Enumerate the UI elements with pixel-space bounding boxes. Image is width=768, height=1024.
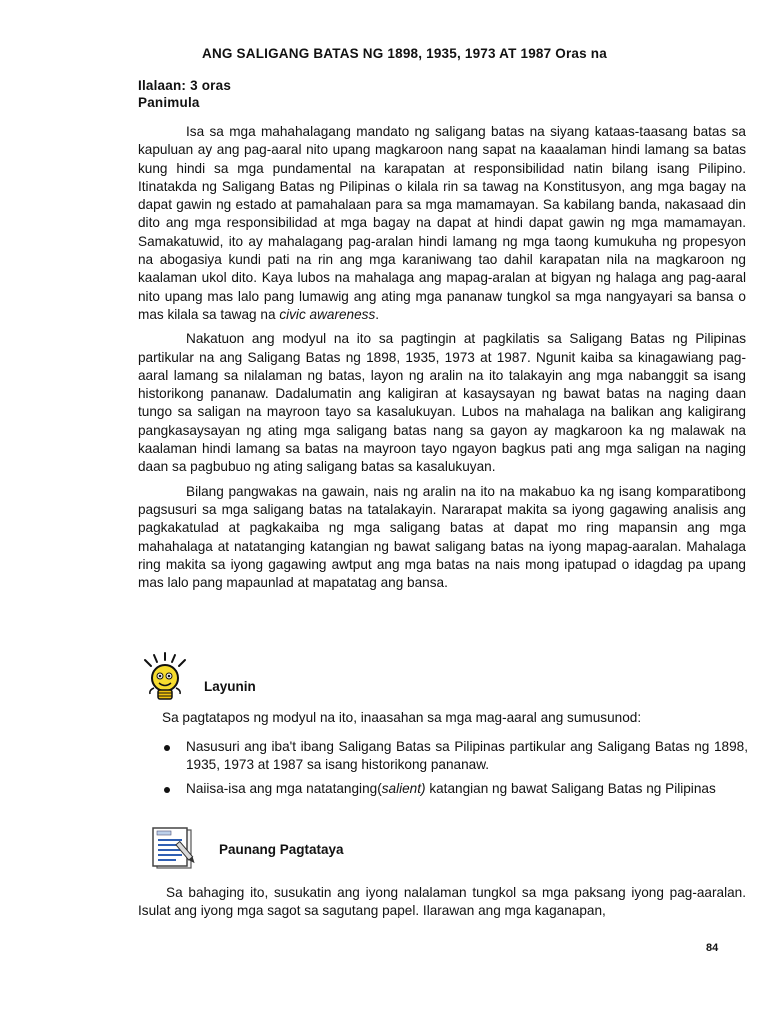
paunang-body [138,884,746,921]
paunang-paragraph: Sa bahaging ito, susukatin ang iyong nalalaman tungkol sa mga paksang iyong pag-aaralan. Isulat ang iyong mga sagot sa sagutang papel. Ilarawan ang mga kaganapan, [138,885,746,919]
list-item: Naiisa-isa ang mga natatanging(salient) katangian ng bawat Saligang Batas ng Pilipinas [162,780,748,798]
title-line-1: ANG SALIGANG BATAS NG 1898, 1935, 1973 AT 1987 Oras na [202,46,607,61]
lightbulb-icon [140,652,190,708]
bullet-icon [164,745,170,751]
paunang-pagtataya-heading: Paunang Pagtataya [219,842,344,857]
document-title [138,44,748,96]
panimula-body [138,123,746,592]
panimula-paragraph-2: Nakatuon ang modyul na ito sa pagtingin at pagkilatis sa Saligang Batas ng Pilipinas partikular na ang Saligang Batas ng 1898, 1935, 1973 at 1987. Ngunit kaiba sa kinagawiang pag-aaral lamang sa nilalaman ng batas, layon ng aralin na ito talakayin ang mga nabanggit sa isang historikong pananaw. Dadalumatin ang kaligiran at kasaysayan ng bawat batas na naging daan tungo sa saligan na mayroon tayo sa kasalukuyan. Lubos na mahalaga na balikan ang kaligirang pangkasaysayan ng ating mga saligang batas nang sa gayon ay magkaroon ka ng malawak na kaalaman hindi lamang sa batas na mayroon tayo ngayon bagkus pati ang mga saligan na naging daan sa pagbubuo ng ating saligang batas sa kasalukuyan. [138,331,746,475]
panimula-paragraph-3: Bilang pangwakas na gawain, nais ng aralin na ito na makabuo ka ng isang komparatibong pagsusuri sa mga saligang batas na tatalakayin. Nararapat makita sa iyong gagawing analisis ang pagkakatulad at pagkakaiba ng mga saligang batas at dapat mo ring mapansin ang mga mahahalaga at natatanging katangian ng bawat saligang batas na iyong mapag-aaralan. Mahalaga ring makita sa iyong gagawing awtput ang mga batas na nais mong ipatupad o idagdag pa upang mas lalo pang mapaunlad at mapatatag ang bansa. [138,483,746,591]
notepad-pencil-icon [148,826,204,872]
title-line-2: Ilalaan: 3 oras [138,78,232,93]
page-number: 84 [706,942,719,954]
list-item: Nasusuri ang iba't ibang Saligang Batas sa Pilipinas partikular ang Saligang Batas ng 1898, 1935, 1973 at 1987 sa isang historikong pananaw. [162,738,748,775]
layunin-list [162,738,748,803]
layunin-heading: Layunin [204,679,256,694]
layunin-intro: Sa pagtatapos ng modyul na ito, inaasahan sa mga mag-aaral ang sumusunod: [162,710,642,725]
panimula-heading: Panimula [138,95,200,110]
bullet-icon [164,787,170,793]
panimula-paragraph-1: Isa sa mga mahahalagang mandato ng saligang batas na siyang kataas-taasang batas sa kapuluan ay ang pag-aaral nito upang magkaroon nang sapat na kaaalaman hindi lamang sa batas kung hindi sa mga pundamental na karapatan at responsibilidad natin bilang isang Pilipino. Itinatakda ng Saligang Batas ng Pilipinas o kilala rin sa tawag na Konstitusyon, ang mga bagay na dapat gawin ng estado at pamahalaan para sa mga mamamayan. Sa kabilang banda, nakasaad din dito ang mga responsibilidad at mga bagay na dapat at hindi dapat gawin ng mga mamamayan. Samakatuwid, ito ay mahalagang pag-aralan hindi lamang ng mga taong kumukuha ng propesyon na abogasiya kundi pati na rin ang mga karaniwang tao dahil karapatan nila na magkaroon ng kaalaman ukol dito. Kaya lubos na mahalaga ang mapag-aralan at bigyan ng halaga ang pag-aaral nito upang mas lalo pang lumawig ang ating mga pananaw tungkol sa mga nangyayari sa bansa o mas kilala sa tawag na civic awareness. [138,124,746,322]
